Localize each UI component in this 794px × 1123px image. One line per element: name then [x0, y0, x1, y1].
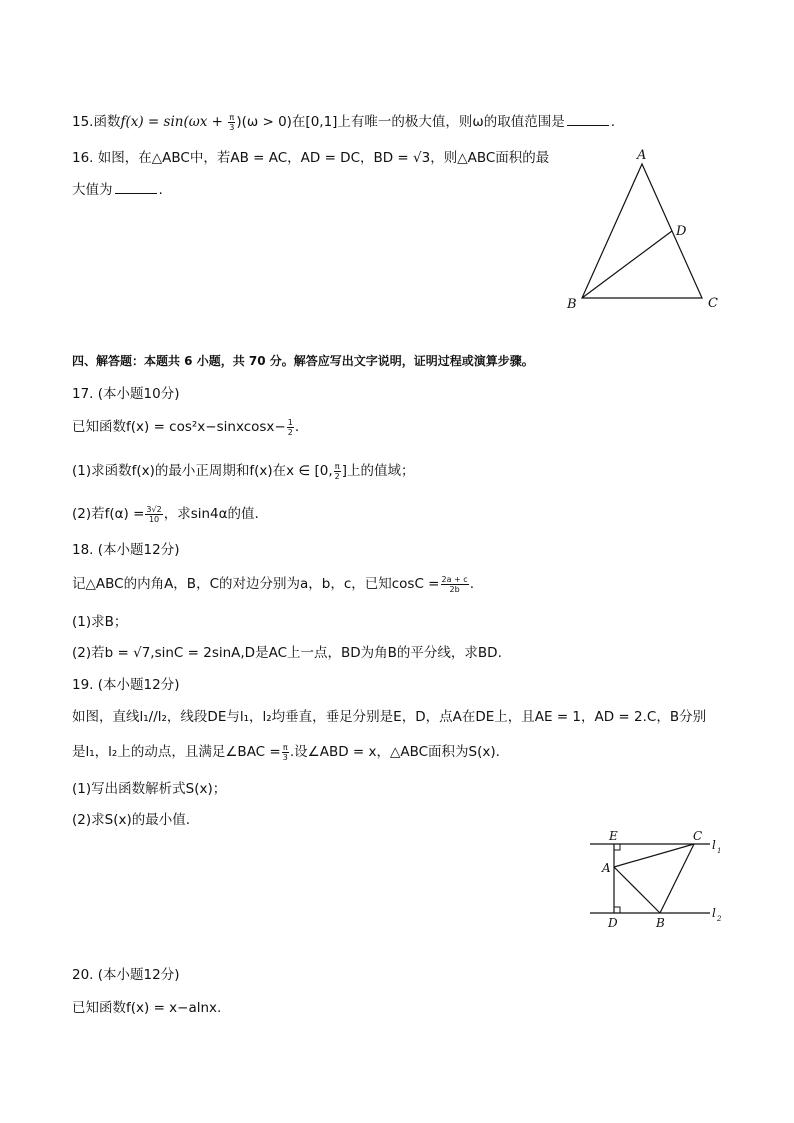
fraction-numerator: π: [282, 742, 288, 752]
fraction-denominator: 2: [334, 471, 340, 481]
q19-fraction: [282, 743, 289, 762]
q18-part-1: (1)求B；: [72, 614, 128, 630]
q15-text-b: )(ω > 0)在[0,1]上有唯一的极大值，则ω的取值范围是: [236, 114, 565, 130]
q17-stem-fraction: [287, 418, 294, 437]
q17-heading: 17. (本小题10分): [72, 386, 180, 402]
fraction-denominator: 3: [282, 752, 288, 762]
question-number: 15.: [72, 114, 94, 130]
fraction-numerator: π: [334, 461, 340, 471]
q17-part-1: [72, 459, 415, 481]
q18-stem: [72, 572, 474, 594]
fraction-denominator: 2: [287, 427, 293, 437]
q15-fraction: [228, 113, 235, 132]
answer-blank[interactable]: [567, 113, 609, 126]
q18-heading: 18. (本小题12分): [72, 542, 180, 558]
period: .: [469, 576, 474, 592]
q18-stem-fraction: [441, 575, 469, 594]
q19-text-a: 是l₁，l₂上的动点，且满足∠BAC =: [72, 744, 281, 760]
period: .: [158, 182, 163, 198]
label-a: A: [602, 861, 611, 875]
q17-part2-text-b: ，求sin4α的值.: [163, 506, 259, 522]
label-c: C: [693, 829, 703, 843]
q17-part1-fraction: [334, 462, 341, 481]
q16-text: 大值为: [72, 182, 113, 198]
fraction-numerator: 2a + c: [441, 574, 468, 584]
q20-heading: 20. (本小题12分): [72, 967, 180, 983]
label-b: B: [656, 916, 665, 930]
fraction-numerator: 1: [287, 417, 293, 427]
q19-part-1: (1)写出函数解析式S(x)；: [72, 781, 227, 797]
q17-stem: [72, 415, 299, 437]
label-a: A: [637, 148, 647, 163]
period: .: [294, 419, 300, 435]
answer-blank[interactable]: [115, 181, 157, 194]
q19-text-b: .设∠ABD = x，△ABC面积为S(x).: [289, 744, 500, 760]
q16-line-2: [72, 178, 163, 198]
label-l1: l: [712, 838, 716, 852]
question-15: [72, 110, 615, 132]
q17-part2-fraction: [145, 505, 162, 524]
q15-formula: f(x) = sin(ωx +: [120, 114, 228, 130]
q17-part-2: [72, 502, 259, 524]
q18-stem-text: 记△ABC的内角A，B，C的对边分别为a，b，c，已知cosC =: [72, 576, 440, 592]
q19-heading: 19. (本小题12分): [72, 677, 180, 693]
label-d: D: [608, 916, 618, 930]
period: .: [610, 114, 616, 130]
q19-line-1: 如图，直线l₁//l₂，线段DE与l₁，l₂均垂直，垂足分别是E，D，点A在DE上，且AE = 1，AD = 2.C，B分别: [72, 709, 707, 725]
q17-part2-text-a: (2)若f(α) =: [72, 506, 145, 522]
fraction-denominator: 3: [229, 122, 235, 132]
label-b: B: [567, 297, 577, 312]
fraction-numerator: 3√2: [146, 504, 162, 514]
label-l2: l: [712, 906, 716, 920]
figure-parallel-lines: [580, 826, 730, 936]
label-c: C: [708, 296, 718, 311]
q16-line-1: 16. 如图，在△ABC中，若AB = AC，AD = DC，BD = √3，则△ABC面积的最: [72, 150, 550, 166]
label-l2-subscript: 2: [717, 915, 722, 923]
fraction-numerator: π: [229, 112, 235, 122]
label-d: D: [676, 224, 687, 239]
q19-line-2: [72, 740, 500, 762]
label-e: E: [609, 829, 618, 843]
fraction-denominator: 2b: [449, 584, 460, 594]
q17-part1-text-b: ]上的值域；: [341, 463, 415, 479]
q17-stem-text: 已知函数f(x) = cos²x−sinxcosx−: [72, 419, 286, 435]
fraction-denominator: 10: [148, 514, 160, 524]
q19-part-2: (2)求S(x)的最小值.: [72, 812, 191, 828]
q18-part-2: (2)若b = √7,sinC = 2sinA,D是AC上一点，BD为角B的平分线，求BD.: [72, 645, 502, 661]
figure-triangle-abc: [560, 142, 730, 317]
q15-text-a: 函数: [93, 114, 121, 130]
label-l1-subscript: 1: [717, 847, 722, 855]
section-heading: 四、解答题：本题共 6 小题，共 70 分。解答应写出文字说明，证明过程或演算步骤。: [72, 354, 534, 368]
q20-stem: 已知函数f(x) = x−alnx.: [72, 1000, 222, 1016]
q17-part1-text-a: (1)求函数f(x)的最小正周期和f(x)在x ∈ [0,: [72, 463, 333, 479]
